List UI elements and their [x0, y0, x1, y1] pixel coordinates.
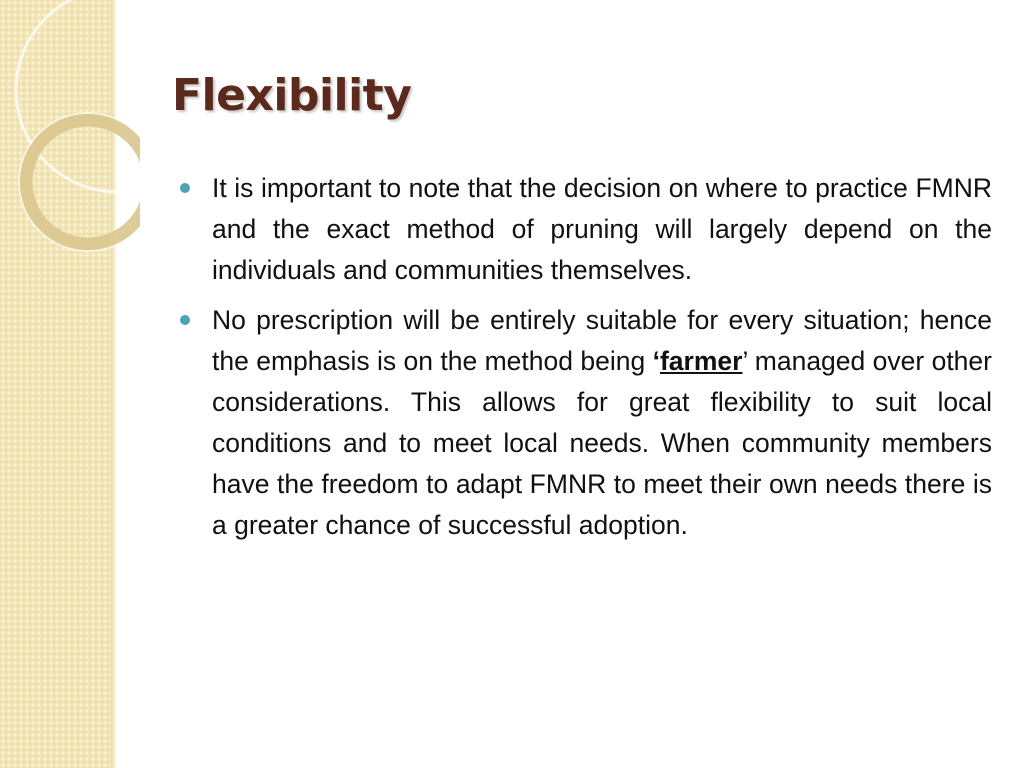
open-quote: ‘: [652, 346, 660, 376]
bullet-item: [178, 168, 992, 291]
bullet-text-start: No prescription will be entirely suitable for every situation; hence the emphasis is on the method being: [212, 305, 992, 376]
bullet-text: [212, 300, 992, 546]
bullet-item: [178, 300, 992, 546]
bullet-list: [178, 168, 992, 555]
bullet-marker: [180, 315, 190, 325]
decorative-ring: [26, 120, 140, 244]
decorative-circles: [0, 0, 140, 260]
bullet-text: It is important to note that the decision on where to practice FMNR and the exact method of pruning will largely depend on the individuals and communities themselves.: [212, 173, 992, 285]
bullet-text-end: ’ managed over other considerations. This allows for great flexibility to suit local conditions and to meet local needs. When community members have the freedom to adapt FMNR to meet their own needs there is a greater chance of successful adoption.: [212, 346, 992, 540]
emphasized-word: farmer: [659, 346, 743, 376]
bullet-marker: [180, 183, 190, 193]
slide-title: Flexibility: [172, 70, 412, 121]
